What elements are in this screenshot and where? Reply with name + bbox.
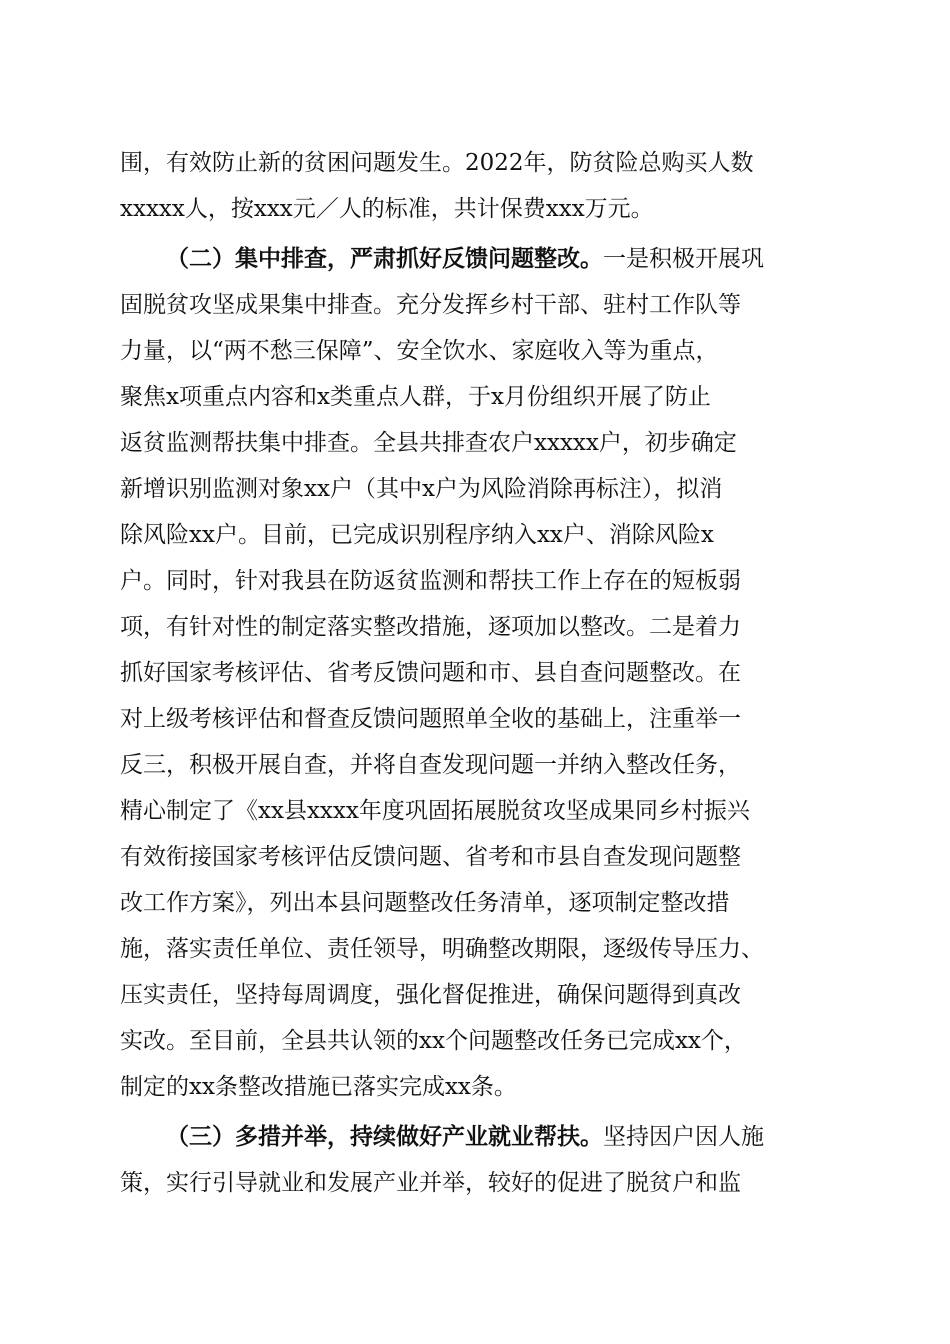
paragraph-2-line: 聚焦x项重点内容和x类重点人群，于x月份组织开展了防止 bbox=[120, 384, 711, 410]
paragraph-1 bbox=[120, 140, 840, 232]
paragraph-2-line-1 bbox=[120, 236, 840, 282]
paragraph-2-line: 精心制定了《xx县xxxx年度巩固拓展脱贫攻坚成果同乡村振兴 bbox=[120, 798, 750, 824]
paragraph-1-line-1: 围，有效防止新的贫困问题发生。2022年，防贫险总购买人数 bbox=[120, 150, 754, 176]
paragraph-2-line: 力量，以“两不愁三保障”、安全饮水、家庭收入等为重点， bbox=[120, 338, 719, 364]
paragraph-2-line: 施，落实责任单位、责任领导，明确整改期限，逐级传导压力、 bbox=[120, 936, 764, 962]
paragraph-2-line: 除风险xx户。目前，已完成识别程序纳入xx户、消除风险x bbox=[120, 522, 714, 548]
paragraph-2-line: 制定的xx条整改措施已落实完成xx条。 bbox=[120, 1074, 517, 1100]
paragraph-2-line: 改工作方案》，列出本县问题整改任务清单，逐项制定整改措 bbox=[120, 890, 730, 916]
section-heading-3: （三）多措并举，持续做好产业就业帮扶。 bbox=[166, 1123, 603, 1150]
paragraph-3-line-1-rest: 坚持因户因人施 bbox=[603, 1124, 764, 1150]
paragraph-2-line-1-rest: 一是积极开展巩 bbox=[603, 246, 764, 272]
paragraph-2-line: 返贫监测帮扶集中排查。全县共排查农户xxxxx户，初步确定 bbox=[120, 430, 737, 456]
document-body bbox=[120, 140, 840, 1206]
paragraph-1-line-2: xxxxx人，按xxx元／人的标准，共计保费xxx万元。 bbox=[120, 196, 654, 222]
paragraph-2-line: 新增识别监测对象xx户（其中x户为风险消除再标注），拟消 bbox=[120, 476, 723, 502]
paragraph-2 bbox=[120, 236, 840, 1110]
paragraph-2-line: 抓好国家考核评估、省考反馈问题和市、县自查问题整改。在 bbox=[120, 660, 741, 686]
paragraph-2-line: 反三，积极开展自查，并将自查发现问题一并纳入整改任务， bbox=[120, 752, 741, 778]
paragraph-3 bbox=[120, 1114, 840, 1206]
paragraph-2-line: 项，有针对性的制定落实整改措施，逐项加以整改。二是着力 bbox=[120, 614, 741, 640]
paragraph-2-line: 户。同时，针对我县在防返贫监测和帮扶工作上存在的短板弱 bbox=[120, 568, 741, 594]
paragraph-2-line: 对上级考核评估和督查反馈问题照单全收的基础上，注重举一 bbox=[120, 706, 741, 732]
paragraph-3-line-1 bbox=[120, 1114, 840, 1160]
paragraph-2-line: 有效衔接国家考核评估反馈问题、省考和市县自查发现问题整 bbox=[120, 844, 741, 870]
paragraph-3-line: 策，实行引导就业和发展产业并举，较好的促进了脱贫户和监 bbox=[120, 1170, 741, 1196]
paragraph-2-line: 实改。至目前，全县共认领的xx个问题整改任务已完成xx个， bbox=[120, 1028, 747, 1054]
section-heading-2: （二）集中排查，严肃抓好反馈问题整改。 bbox=[166, 245, 603, 272]
paragraph-2-line: 固脱贫攻坚成果集中排查。充分发挥乡村干部、驻村工作队等 bbox=[120, 292, 741, 318]
paragraph-2-line: 压实责任，坚持每周调度，强化督促推进，确保问题得到真改 bbox=[120, 982, 741, 1008]
